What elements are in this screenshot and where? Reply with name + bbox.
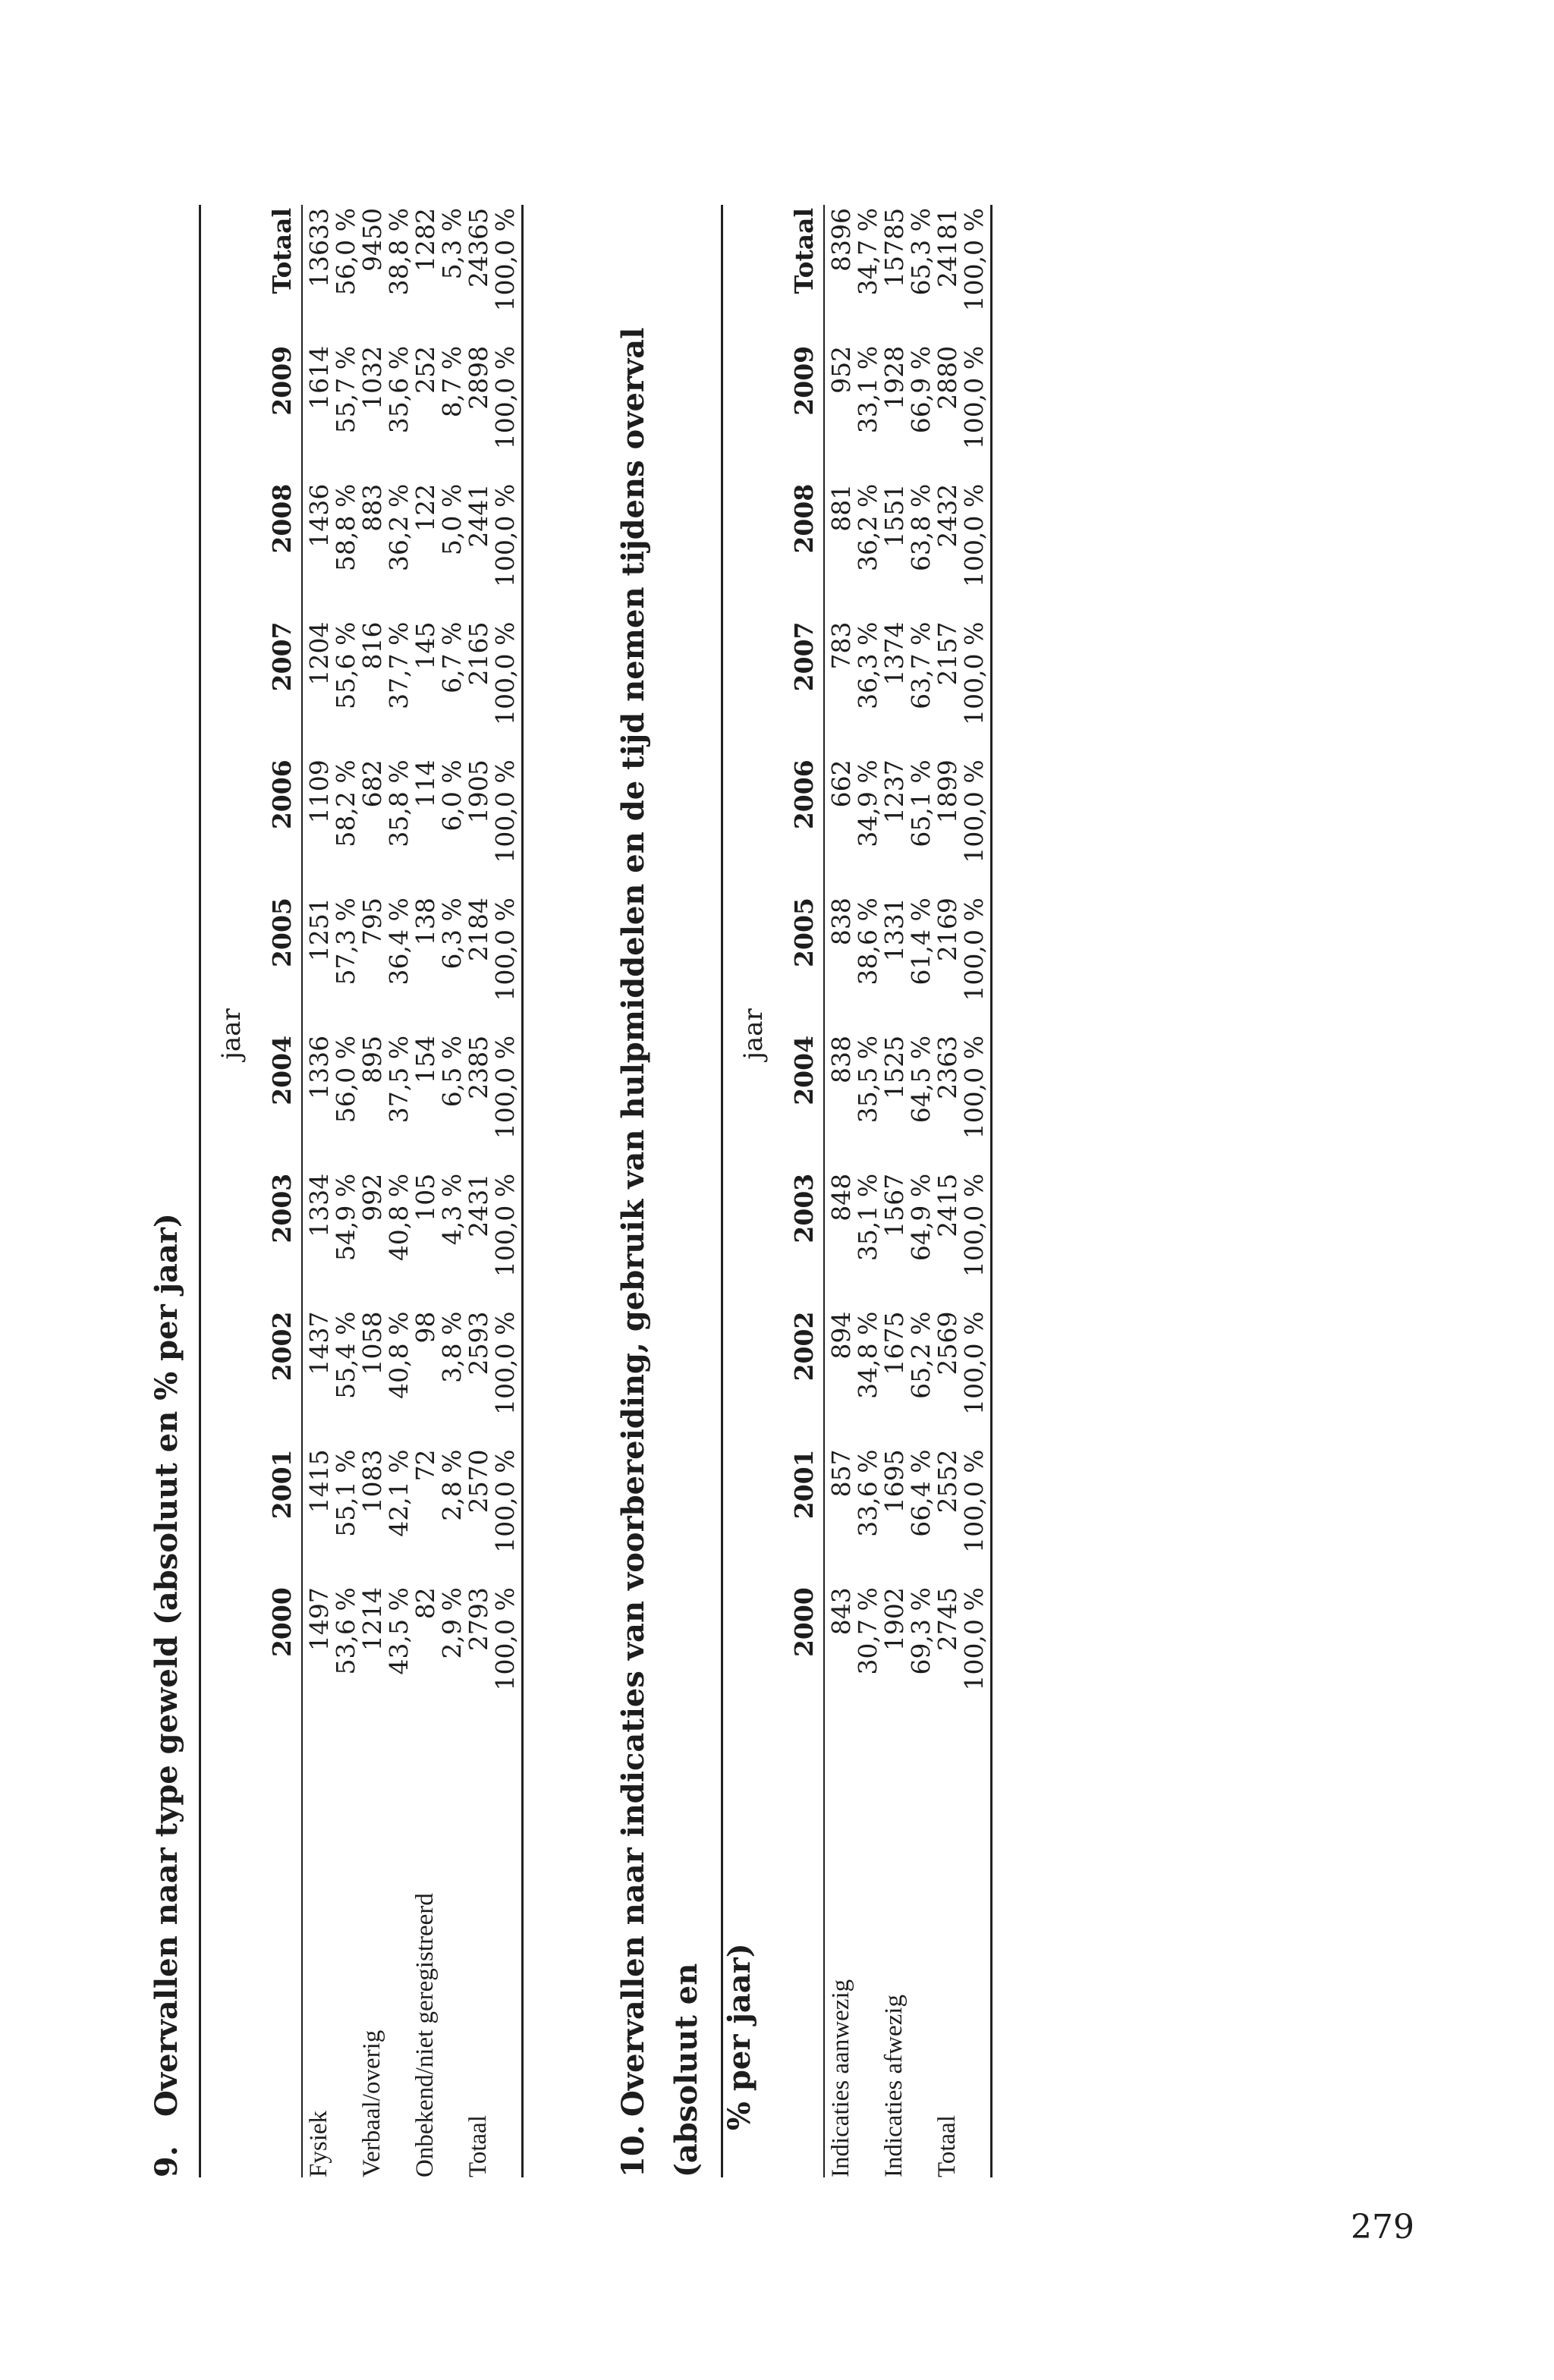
table10-cell: 64,9 % (906, 1173, 936, 1262)
table9-cell: 55,7 % (331, 345, 360, 434)
table9-year-header: 2003 (247, 1171, 302, 1309)
table9-year-header: 2007 (247, 619, 302, 757)
table9-group-label: jaar (200, 343, 247, 1722)
table10-cell: 838 (826, 1035, 856, 1083)
table9-row-label (439, 1722, 465, 2177)
table9-cell: 2570 (464, 1449, 493, 1514)
table9-cell: 13633 (304, 208, 334, 288)
table9-cell: 2593 (464, 1311, 493, 1375)
table10-cell: 1899 (933, 759, 962, 824)
table10-cell: 2157 (933, 621, 962, 686)
table9-header-row (247, 205, 302, 2177)
rotated-page-content (149, 174, 1077, 2177)
table9-cell: 100,0 % (492, 1584, 523, 1722)
table9-cell: 3,8 % (437, 1311, 467, 1383)
table10-table-row (881, 205, 908, 2177)
table9-cell: 82 (411, 1587, 440, 1620)
table10-cell: 100,0 % (961, 1171, 992, 1309)
table10-cell: 1374 (879, 621, 909, 686)
table10-cell: 34,8 % (853, 1311, 882, 1399)
table9-cell: 1437 (304, 1311, 334, 1375)
table9-cell: 100,0 % (492, 1446, 523, 1584)
table9-cell: 1282 (411, 208, 440, 272)
table10-table-row (961, 205, 992, 2177)
table10-cell: 100,0 % (961, 619, 992, 757)
table10-cell: 100,0 % (961, 1309, 992, 1447)
table10-cell: 2880 (933, 345, 962, 410)
table9-cell: 5,0 % (437, 483, 467, 556)
table9-cell: 252 (411, 345, 440, 394)
table10-empty (722, 205, 769, 343)
table10-body (824, 205, 992, 2177)
table9-year-header: 2009 (247, 343, 302, 481)
table10-cell: 100,0 % (961, 756, 992, 894)
table9-cell: 8,7 % (437, 345, 467, 418)
table10-cell: 1928 (879, 345, 909, 410)
table9-year-header: 2000 (247, 1584, 302, 1722)
table10-cell: 2569 (933, 1311, 962, 1375)
table9-cell: 1109 (304, 759, 334, 824)
table10-cell: 843 (826, 1587, 856, 1636)
section9-title: Overvallen naar type geweld (absoluut en % per jaar) (149, 1213, 184, 2117)
table9-cell: 154 (411, 1035, 440, 1083)
table9-cell: 38,8 % (384, 208, 414, 296)
page-number: 279 (1351, 2208, 1414, 2246)
table9-cell: 58,2 % (331, 759, 360, 847)
table9-cell: 114 (411, 759, 440, 808)
table9-body (302, 205, 523, 2177)
table9-cell: 43,5 % (384, 1587, 414, 1675)
table10-cell: 2745 (933, 1587, 962, 1652)
table9-cell: 2,8 % (437, 1449, 467, 1521)
table9-empty (200, 205, 247, 343)
table9-year-header: 2004 (247, 1033, 302, 1171)
table10-cell: 65,3 % (906, 208, 936, 296)
table10-cell: 1675 (879, 1311, 909, 1375)
table10-cell: 1237 (879, 759, 909, 824)
table9-year-header: 2006 (247, 756, 302, 894)
table10-row-label: Indicaties aanwezig (827, 1979, 854, 2177)
table10-table-row (908, 205, 934, 2177)
table9-cell: 36,2 % (384, 483, 414, 572)
table9-cell: 2165 (464, 621, 493, 686)
table9-table-row (359, 205, 385, 2177)
table9-cell: 24365 (464, 208, 493, 288)
section10-number: 10. (615, 2124, 651, 2177)
table9-row-label (385, 1722, 412, 2177)
table10-total-header: Totaal (769, 205, 824, 343)
table9-cell: 1336 (304, 1035, 334, 1099)
table9-cell: 55,1 % (331, 1449, 360, 1537)
table10-header-row (769, 205, 824, 2177)
table9-year-header: 2008 (247, 481, 302, 619)
table9-cell: 6,7 % (437, 621, 467, 693)
table9-cell: 35,8 % (384, 759, 414, 847)
table9-table-row (385, 205, 412, 2177)
table9-cell: 55,4 % (331, 1311, 360, 1399)
table9-cell: 100,0 % (492, 756, 523, 894)
table10-cell: 2432 (933, 483, 962, 548)
section10-title-line2: % per jaar) (722, 1943, 757, 2130)
table9-cell: 72 (411, 1449, 440, 1482)
table9-cell: 100,0 % (492, 1309, 523, 1447)
table9-year-header: 2001 (247, 1446, 302, 1584)
table10-cell: 2552 (933, 1449, 962, 1514)
table9-cell: 58,8 % (331, 483, 360, 572)
table-violence-type (199, 205, 524, 2177)
table9-cell: 6,5 % (437, 1035, 467, 1108)
table9-cell: 40,8 % (384, 1311, 414, 1399)
table10-cell: 66,4 % (906, 1449, 936, 1537)
table10-row-label (908, 1722, 934, 2177)
table9-cell: 37,5 % (384, 1035, 414, 1124)
table9-label-header (247, 1722, 302, 2177)
table10-cell: 8396 (826, 208, 856, 272)
table9-row-label (492, 1722, 523, 2177)
table10-year-header: 2009 (769, 343, 824, 481)
table10-row-label (854, 1722, 881, 2177)
table9-cell: 895 (357, 1035, 387, 1083)
table9-cell: 2898 (464, 345, 493, 410)
table9-year-header: 2005 (247, 894, 302, 1033)
table9-cell: 105 (411, 1173, 440, 1221)
table9-table-row (492, 205, 523, 2177)
table9-cell: 6,3 % (437, 898, 467, 970)
table9-cell: 1614 (304, 345, 334, 410)
table10-cell: 100,0 % (961, 1584, 992, 1722)
table10-year-header: 2005 (769, 894, 824, 1033)
table9-cell: 1214 (357, 1587, 387, 1652)
table9-cell: 35,6 % (384, 345, 414, 434)
table10-cell: 36,2 % (853, 483, 882, 572)
table9-cell: 36,4 % (384, 898, 414, 986)
table9-cell: 1058 (357, 1311, 387, 1375)
section10-title-line1: Overvallen naar indicaties van voorbereiding, gebruik van hulpmiddelen en de tijd nemen tijdens overval (absoluut en (615, 327, 704, 2177)
table10-cell: 61,4 % (906, 898, 936, 986)
table9-table-row (302, 205, 332, 2177)
table10-cell: 2415 (933, 1173, 962, 1237)
table9-table-row (465, 205, 492, 2177)
table10-cell: 838 (826, 898, 856, 946)
table10-cell: 33,6 % (853, 1449, 882, 1537)
table10-cell: 1331 (879, 898, 909, 962)
table9-table-row (439, 205, 465, 2177)
table9-cell: 1334 (304, 1173, 334, 1237)
table9-cell: 883 (357, 483, 387, 532)
table10-cell: 64,5 % (906, 1035, 936, 1124)
table9-cell: 2793 (464, 1587, 493, 1652)
table9-cell: 100,0 % (492, 1033, 523, 1171)
table10-cell: 63,8 % (906, 483, 936, 572)
table10-cell: 69,3 % (906, 1587, 936, 1675)
table9-cell: 100,0 % (492, 1171, 523, 1309)
table9-cell: 2,9 % (437, 1587, 467, 1659)
table10-cell: 36,3 % (853, 621, 882, 709)
table9-cell: 4,3 % (437, 1173, 467, 1246)
table10-cell: 857 (826, 1449, 856, 1498)
table9-cell: 1415 (304, 1449, 334, 1514)
table9-cell: 1083 (357, 1449, 387, 1514)
table10-row-label: Totaal (933, 2115, 961, 2177)
table10-year-header: 2002 (769, 1309, 824, 1447)
table9-cell: 2184 (464, 898, 493, 962)
table10-cell: 33,1 % (853, 345, 882, 434)
table9-cell: 992 (357, 1173, 387, 1221)
table10-cell: 100,0 % (961, 205, 992, 343)
table10-cell: 848 (826, 1173, 856, 1221)
table9-row-label: Verbaal/overig (358, 2029, 385, 2177)
table9-cell: 37,7 % (384, 621, 414, 709)
table10-row-label: Indicaties afwezig (880, 1995, 908, 2177)
section9-number: 9. (149, 2146, 184, 2177)
table10-corner (722, 1722, 769, 2177)
table10-cell: 1695 (879, 1449, 909, 1514)
table9-row-label: Totaal (464, 2115, 492, 2177)
table10-cell: 100,0 % (961, 1033, 992, 1171)
table9-cell: 816 (357, 621, 387, 670)
table10-cell: 15785 (879, 208, 909, 288)
table10-cell: 30,7 % (853, 1587, 882, 1675)
table9-cell: 138 (411, 898, 440, 946)
table9-cell: 682 (357, 759, 387, 808)
table9-cell: 56,0 % (331, 1035, 360, 1124)
table10-table-row (854, 205, 881, 2177)
table9-cell: 55,6 % (331, 621, 360, 709)
table10-cell: 1525 (879, 1035, 909, 1099)
table9-cell: 56,0 % (331, 208, 360, 296)
table10-cell: 1567 (879, 1173, 909, 1237)
table10-row-label (961, 1722, 992, 2177)
table10-cell: 952 (826, 345, 856, 394)
table9-cell: 100,0 % (492, 619, 523, 757)
table9-cell: 54,9 % (331, 1173, 360, 1262)
table10-cell: 2363 (933, 1035, 962, 1099)
table9-cell: 53,6 % (331, 1587, 360, 1675)
table10-year-header: 2004 (769, 1033, 824, 1171)
table10-cell: 66,9 % (906, 345, 936, 434)
table9-cell: 98 (411, 1311, 440, 1344)
table9-cell: 57,3 % (331, 898, 360, 986)
table10-year-header: 2006 (769, 756, 824, 894)
table10-cell: 100,0 % (961, 481, 992, 619)
table10-cell: 1551 (879, 483, 909, 548)
table10-cell: 34,7 % (853, 208, 882, 296)
table9-cell: 122 (411, 483, 440, 532)
table9-cell: 1032 (357, 345, 387, 410)
table9-cell: 1497 (304, 1587, 334, 1652)
table9-table-row (332, 205, 359, 2177)
table10-group-label: jaar (722, 343, 769, 1722)
table9-cell: 100,0 % (492, 205, 523, 343)
table10-cell: 65,2 % (906, 1311, 936, 1399)
table10-cell: 100,0 % (961, 343, 992, 481)
table9-table-row (412, 205, 439, 2177)
table9-cell: 1204 (304, 621, 334, 686)
table9-cell: 6,0 % (437, 759, 467, 832)
section9-heading (149, 1213, 184, 2177)
table9-row-label: Onbekend/niet geregistreerd (411, 1893, 439, 2177)
table9-cell: 100,0 % (492, 481, 523, 619)
table10-cell: 65,1 % (906, 759, 936, 847)
table9-cell: 1251 (304, 898, 334, 962)
table10-table-row (824, 205, 854, 2177)
table9-cell: 5,3 % (437, 208, 467, 280)
table9-cell: 9450 (357, 208, 387, 272)
table10-cell: 24181 (933, 208, 962, 288)
table9-cell: 2441 (464, 483, 493, 548)
table9-cell: 2385 (464, 1035, 493, 1099)
table10-cell: 63,7 % (906, 621, 936, 709)
table9-corner (200, 1722, 247, 2177)
table10-cell: 2169 (933, 898, 962, 962)
table10-year-header: 2008 (769, 481, 824, 619)
table9-cell: 1436 (304, 483, 334, 548)
table9-cell: 40,8 % (384, 1173, 414, 1262)
table9-row-label: Fysiek (305, 2110, 332, 2177)
table10-cell: 35,5 % (853, 1035, 882, 1124)
table10-year-header: 2000 (769, 1584, 824, 1722)
table9-total-header: Totaal (247, 205, 302, 343)
table10-year-header: 2003 (769, 1171, 824, 1309)
table10-cell: 783 (826, 621, 856, 670)
table9-row-label (332, 1722, 359, 2177)
table10-cell: 662 (826, 759, 856, 808)
table10-cell: 1902 (879, 1587, 909, 1652)
table10-cell: 100,0 % (961, 1446, 992, 1584)
table10-label-header (769, 1722, 824, 2177)
table10-cell: 894 (826, 1311, 856, 1360)
table10-year-header: 2007 (769, 619, 824, 757)
table9-cell: 100,0 % (492, 894, 523, 1033)
table10-cell: 34,9 % (853, 759, 882, 847)
table9-cell: 100,0 % (492, 343, 523, 481)
table9-cell: 145 (411, 621, 440, 670)
table10-table-row (934, 205, 961, 2177)
table9-cell: 795 (357, 898, 387, 946)
table10-cell: 35,1 % (853, 1173, 882, 1262)
table9-year-header: 2002 (247, 1309, 302, 1447)
table9-cell: 2431 (464, 1173, 493, 1237)
table10-year-header: 2001 (769, 1446, 824, 1584)
table10-cell: 881 (826, 483, 856, 532)
table10-cell: 100,0 % (961, 894, 992, 1033)
table10-cell: 38,6 % (853, 898, 882, 986)
table9-cell: 42,1 % (384, 1449, 414, 1537)
table9-cell: 1905 (464, 759, 493, 824)
table-preparation-indications (721, 205, 992, 2177)
